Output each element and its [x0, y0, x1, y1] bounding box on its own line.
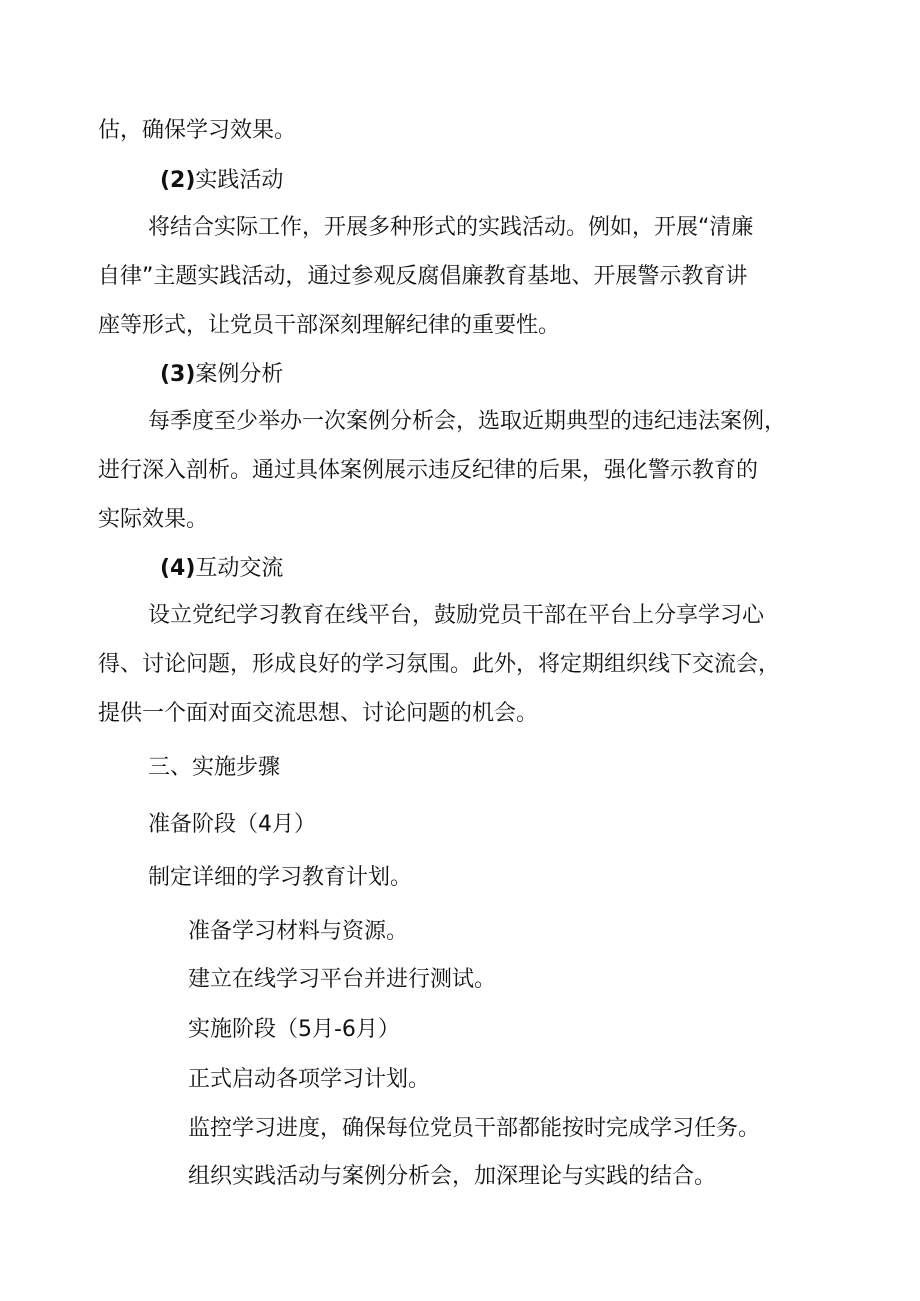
- section-heading-practice: [160, 167, 283, 195]
- paragraph-line: 制定详细的学习教育计划。: [148, 865, 413, 890]
- heading-text: 案例分析: [195, 362, 284, 387]
- paragraph-line: 座等形式，让党员干部深刻理解纪律的重要性。: [98, 313, 561, 338]
- section-title: 三、实施步骤: [148, 755, 281, 780]
- heading-text: 实践活动: [195, 168, 284, 193]
- heading-text: 互动交流: [195, 556, 284, 581]
- paragraph-line: 得、讨论问题，形成良好的学习氛围。此外，将定期组织线下交流会，: [98, 652, 781, 677]
- list-item: 正式启动各项学习计划。: [188, 1067, 431, 1092]
- paragraph-line: 进行深入剖析。通过具体案例展示违反纪律的后果，强化警示教育的: [98, 458, 759, 483]
- list-item: 建立在线学习平台并进行测试。: [188, 967, 497, 992]
- list-item: 监控学习进度，确保每位党员干部都能按时完成学习任务。: [188, 1116, 761, 1141]
- phase-title: 实施阶段（5月-6月）: [188, 1017, 400, 1042]
- paragraph-line: 设立党纪学习教育在线平台，鼓励党员干部在平台上分享学习心: [148, 603, 765, 628]
- paragraph-line: 实际效果。: [98, 507, 209, 532]
- heading-number: (2): [160, 168, 196, 193]
- phase-title: 准备阶段（4月）: [148, 812, 316, 837]
- section-heading-interaction: [160, 555, 283, 583]
- heading-number: (3): [160, 362, 196, 387]
- paragraph-line: 将结合实际工作，开展多种形式的实践活动。例如，开展“清廉: [148, 215, 754, 240]
- list-item: 组织实践活动与案例分析会，加深理论与实践的结合。: [188, 1164, 717, 1189]
- paragraph-line: 提供一个面对面交流思想、讨论问题的机会。: [98, 701, 539, 726]
- heading-number: (4): [160, 556, 196, 581]
- paragraph-line: 估，确保学习效果。: [98, 118, 297, 143]
- paragraph-line: 自律”主题实践活动，通过参观反腐倡廉教育基地、开展警示教育讲: [98, 264, 748, 289]
- list-item: 准备学习材料与资源。: [188, 919, 409, 944]
- section-heading-case-analysis: [160, 361, 283, 389]
- paragraph-line: 每季度至少举办一次案例分析会，选取近期典型的违纪违法案例，: [148, 409, 787, 434]
